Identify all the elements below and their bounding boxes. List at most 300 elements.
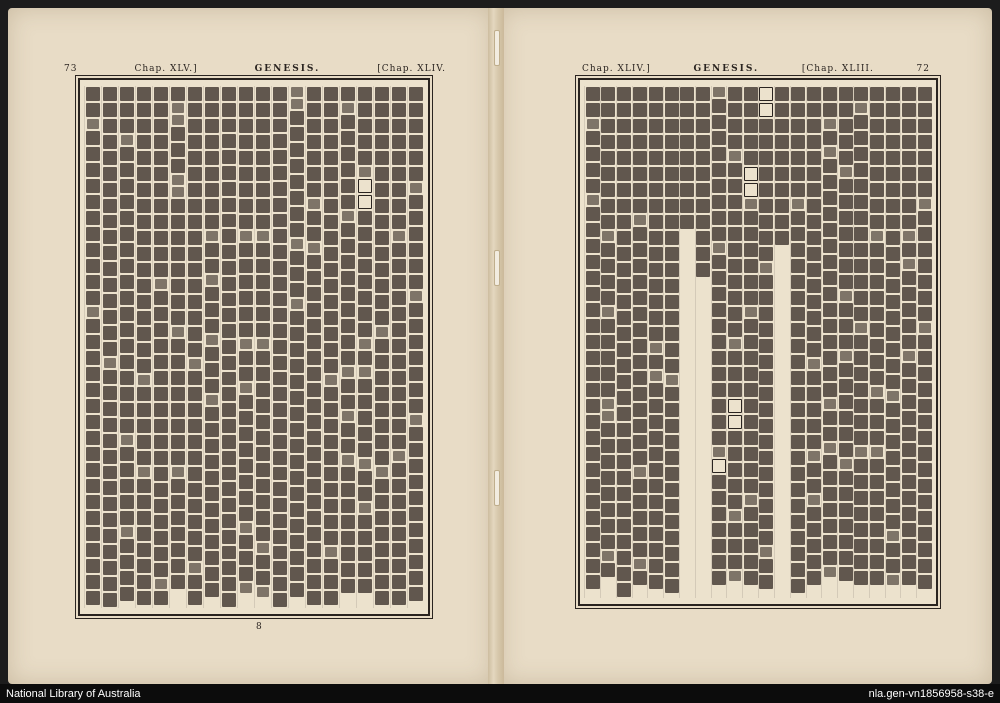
printed-character <box>617 583 631 597</box>
printed-character <box>307 151 321 165</box>
printed-character <box>291 299 303 309</box>
printed-character <box>587 195 599 205</box>
printed-character <box>854 115 868 129</box>
printed-character <box>839 151 853 165</box>
printed-character <box>257 587 269 597</box>
printed-character <box>791 483 805 497</box>
printed-character <box>601 215 615 229</box>
printed-character <box>728 307 742 321</box>
printed-character <box>324 279 338 293</box>
printed-character <box>586 543 600 557</box>
printed-character <box>137 279 151 293</box>
printed-character <box>137 479 151 493</box>
printed-character <box>256 527 270 541</box>
printed-character <box>137 215 151 229</box>
printed-character <box>696 103 710 117</box>
printed-character <box>358 87 372 101</box>
printed-character <box>918 447 932 461</box>
printed-character <box>775 199 789 213</box>
printed-character <box>760 263 772 273</box>
printed-character <box>759 247 773 261</box>
printed-character <box>712 319 726 333</box>
blank-space <box>775 535 789 549</box>
printed-character <box>103 529 117 543</box>
printed-character <box>409 275 423 289</box>
printed-character <box>791 103 805 117</box>
printed-character <box>617 279 631 293</box>
printed-character <box>120 259 134 273</box>
printed-character <box>633 387 647 401</box>
printed-character <box>324 435 338 449</box>
printed-character <box>137 451 151 465</box>
printed-character <box>137 311 151 325</box>
printed-character <box>665 403 679 417</box>
printed-character <box>324 359 338 373</box>
printed-character <box>256 431 270 445</box>
blank-space <box>775 311 789 325</box>
printed-character <box>665 199 679 213</box>
printed-character <box>137 387 151 401</box>
printed-character <box>823 191 837 205</box>
printed-character <box>239 167 253 181</box>
blank-space <box>680 343 694 357</box>
printed-character <box>86 319 100 333</box>
printed-character <box>728 103 742 117</box>
printed-character <box>918 351 932 365</box>
printed-character <box>358 547 372 561</box>
printed-character <box>188 119 202 133</box>
printed-character <box>188 183 202 197</box>
printed-character <box>172 327 184 337</box>
printed-character <box>586 383 600 397</box>
printed-character <box>824 119 836 129</box>
printed-character <box>205 503 219 517</box>
right-text-block <box>578 78 938 606</box>
printed-character <box>375 435 389 449</box>
printed-character <box>728 383 742 397</box>
printed-character <box>713 243 725 253</box>
printed-character <box>759 559 773 573</box>
printed-character <box>154 183 168 197</box>
printed-character <box>341 335 355 349</box>
printed-character <box>257 231 269 241</box>
printed-character <box>290 471 304 485</box>
printed-character <box>222 324 236 338</box>
printed-character <box>290 567 304 581</box>
printed-character <box>650 343 662 353</box>
printed-character <box>839 487 853 501</box>
blank-space <box>775 327 789 341</box>
printed-character <box>256 119 270 133</box>
printed-character <box>171 451 185 465</box>
printed-character <box>358 443 372 457</box>
printed-character <box>307 559 321 573</box>
printed-character <box>392 339 406 353</box>
printed-character <box>601 519 615 533</box>
printed-character <box>807 279 821 293</box>
printed-character <box>870 135 884 149</box>
printed-character <box>601 503 615 517</box>
printed-character <box>665 419 679 433</box>
text-column <box>390 86 407 608</box>
printed-character <box>854 555 868 569</box>
text-column <box>853 86 869 598</box>
left-chapter-label-alt: [Chap. XLIV. <box>377 64 446 74</box>
printed-character <box>206 275 218 285</box>
printed-character <box>171 479 185 493</box>
printed-character <box>137 511 151 525</box>
printed-character <box>341 531 355 545</box>
printed-character <box>103 497 117 511</box>
printed-character <box>791 355 805 369</box>
printed-character <box>759 291 773 305</box>
printed-character <box>586 179 600 193</box>
blank-space <box>775 343 789 357</box>
printed-character <box>918 259 932 273</box>
printed-character <box>120 227 134 241</box>
printed-character <box>103 103 117 117</box>
printed-character <box>886 311 900 325</box>
printed-character <box>222 150 236 164</box>
printed-character <box>257 339 269 349</box>
printed-character <box>854 259 868 273</box>
printed-character <box>870 87 884 101</box>
blank-space <box>680 295 694 309</box>
printed-character <box>307 527 321 541</box>
printed-character <box>341 271 355 285</box>
printed-character <box>307 119 321 133</box>
printed-character <box>696 87 710 101</box>
printed-character <box>617 295 631 309</box>
printed-character <box>839 519 853 533</box>
printed-character <box>409 211 423 225</box>
printed-character <box>854 523 868 537</box>
printed-character <box>886 183 900 197</box>
printed-character <box>759 307 773 321</box>
printed-character <box>649 575 663 589</box>
printed-character <box>665 87 679 101</box>
printed-character <box>392 543 406 557</box>
printed-character <box>649 511 663 525</box>
printed-character <box>712 507 726 521</box>
printed-character <box>633 403 647 417</box>
blank-space <box>680 359 694 373</box>
printed-character <box>86 147 100 161</box>
printed-character <box>256 495 270 509</box>
printed-character <box>154 451 168 465</box>
printed-character <box>120 403 134 417</box>
printed-character <box>308 243 320 253</box>
printed-character <box>188 387 202 401</box>
printed-character <box>409 259 423 273</box>
blank-space <box>696 471 710 485</box>
printed-character <box>171 339 185 353</box>
printed-character <box>744 275 758 289</box>
printed-character <box>617 567 631 581</box>
printed-character <box>633 135 647 149</box>
printed-character <box>601 243 615 257</box>
printed-character <box>807 435 821 449</box>
printed-character <box>273 229 287 243</box>
printed-character <box>86 367 100 381</box>
printed-character <box>586 223 600 237</box>
printed-character <box>154 339 168 353</box>
printed-character <box>290 535 304 549</box>
printed-character <box>601 87 615 101</box>
printed-character <box>728 87 742 101</box>
printed-character <box>807 555 821 569</box>
printed-character <box>392 307 406 321</box>
printed-character <box>171 215 185 229</box>
printed-character <box>728 539 742 553</box>
printed-character <box>775 87 789 101</box>
printed-character <box>601 455 615 469</box>
printed-character <box>120 179 134 193</box>
printed-character <box>586 447 600 461</box>
printed-character <box>902 215 916 229</box>
printed-character <box>409 87 423 101</box>
printed-character <box>649 103 663 117</box>
printed-character <box>840 291 852 301</box>
printed-character <box>744 523 758 537</box>
printed-character <box>791 547 805 561</box>
printed-character <box>807 119 821 133</box>
printed-character <box>886 559 900 573</box>
printed-character <box>256 571 270 585</box>
printed-character <box>807 371 821 385</box>
printed-character <box>120 355 134 369</box>
printed-character <box>775 151 789 165</box>
printed-character <box>171 231 185 245</box>
printed-character <box>649 247 663 261</box>
printed-character <box>239 427 253 441</box>
printed-character <box>188 279 202 293</box>
printed-character <box>601 183 615 197</box>
printed-character <box>633 527 647 541</box>
printed-character <box>188 199 202 213</box>
printed-character <box>222 340 236 354</box>
printed-character <box>902 363 916 377</box>
printed-character <box>120 87 134 101</box>
printed-character <box>617 151 631 165</box>
printed-character <box>870 539 884 553</box>
printed-character <box>290 455 304 469</box>
printed-character <box>358 579 372 593</box>
viewer-footer <box>0 684 1000 703</box>
printed-character <box>666 375 678 385</box>
printed-character <box>172 467 184 477</box>
printed-character <box>634 467 646 477</box>
printed-character <box>870 215 884 229</box>
printed-character <box>649 527 663 541</box>
item-identifier: nla.gen-vn1856958-s38-e <box>868 687 994 700</box>
printed-character <box>273 245 287 259</box>
printed-character <box>375 543 389 557</box>
printed-character <box>586 335 600 349</box>
printed-character <box>392 103 406 117</box>
left-page-number: 73 <box>64 64 78 74</box>
blank-space <box>680 471 694 485</box>
printed-character <box>154 355 168 369</box>
left-chapter-label: Chap. XLV.] <box>134 64 198 74</box>
printed-character <box>839 379 853 393</box>
printed-character <box>665 359 679 373</box>
printed-character <box>256 275 270 289</box>
printed-character <box>633 103 647 117</box>
printed-character <box>886 151 900 165</box>
text-column <box>695 86 711 598</box>
printed-character <box>696 183 710 197</box>
printed-character <box>137 419 151 433</box>
printed-character <box>341 87 355 101</box>
printed-character <box>86 163 100 177</box>
printed-character <box>307 103 321 117</box>
printed-character <box>291 87 303 97</box>
printed-character <box>601 351 615 365</box>
printed-character <box>291 239 303 249</box>
printed-character <box>839 363 853 377</box>
blank-space <box>680 551 694 565</box>
printed-character <box>103 434 117 448</box>
printed-character <box>154 403 168 417</box>
printed-character <box>918 227 932 241</box>
printed-character <box>633 151 647 165</box>
printed-character <box>273 324 287 338</box>
printed-character <box>188 515 202 529</box>
printed-character <box>154 499 168 513</box>
printed-character <box>205 199 219 213</box>
printed-character <box>854 351 868 365</box>
boxed-character <box>759 103 773 117</box>
printed-character <box>290 407 304 421</box>
printed-character <box>823 335 837 349</box>
printed-character <box>205 287 219 301</box>
printed-character <box>358 227 372 241</box>
printed-character <box>392 323 406 337</box>
printed-character <box>256 135 270 149</box>
printed-character <box>222 198 236 212</box>
printed-character <box>290 223 304 237</box>
printed-character <box>665 295 679 309</box>
blank-space <box>775 455 789 469</box>
printed-character <box>823 367 837 381</box>
printed-character <box>601 535 615 549</box>
printed-character <box>791 87 805 101</box>
printed-character <box>239 491 253 505</box>
printed-character <box>649 415 663 429</box>
printed-character <box>839 275 853 289</box>
printed-character <box>791 135 805 149</box>
blank-space <box>775 471 789 485</box>
printed-character <box>617 535 631 549</box>
printed-character <box>617 407 631 421</box>
printed-character <box>744 135 758 149</box>
printed-character <box>918 479 932 493</box>
printed-character <box>120 387 134 401</box>
printed-character <box>341 239 355 253</box>
printed-character <box>902 135 916 149</box>
printed-character <box>759 339 773 353</box>
printed-character <box>155 279 167 289</box>
printed-character <box>375 495 389 509</box>
printed-character <box>256 463 270 477</box>
printed-character <box>188 531 202 545</box>
printed-character <box>375 87 389 101</box>
printed-character <box>839 319 853 333</box>
book-gutter <box>488 8 504 684</box>
printed-character <box>791 531 805 545</box>
printed-character <box>291 99 303 109</box>
printed-character <box>823 535 837 549</box>
printed-character <box>103 386 117 400</box>
printed-character <box>120 119 134 133</box>
printed-character <box>171 495 185 509</box>
printed-character <box>137 359 151 373</box>
printed-character <box>586 303 600 317</box>
printed-character <box>154 371 168 385</box>
printed-character <box>586 367 600 381</box>
blank-space <box>680 247 694 261</box>
printed-character <box>696 151 710 165</box>
printed-character <box>375 151 389 165</box>
printed-character <box>649 327 663 341</box>
printed-character <box>324 87 338 101</box>
printed-character <box>775 167 789 181</box>
printed-character <box>290 551 304 565</box>
printed-character <box>807 231 821 245</box>
printed-character <box>791 307 805 321</box>
printed-character <box>307 575 321 589</box>
printed-character <box>154 151 168 165</box>
printed-character <box>86 259 100 273</box>
printed-character <box>409 523 423 537</box>
printed-character <box>188 247 202 261</box>
blank-space <box>775 583 789 597</box>
printed-character <box>617 327 631 341</box>
printed-character <box>171 419 185 433</box>
printed-character <box>744 555 758 569</box>
blank-space <box>680 583 694 597</box>
printed-character <box>392 151 406 165</box>
printed-character <box>188 591 202 605</box>
printed-character <box>807 387 821 401</box>
printed-character <box>307 183 321 197</box>
printed-character <box>919 323 931 333</box>
printed-character <box>633 227 647 241</box>
printed-character <box>137 591 151 605</box>
printed-character <box>807 263 821 277</box>
printed-character <box>239 243 253 257</box>
printed-character <box>649 495 663 509</box>
printed-character <box>823 159 837 173</box>
text-column <box>869 86 885 598</box>
printed-character <box>240 231 252 241</box>
printed-character <box>307 399 321 413</box>
printed-character <box>103 119 117 133</box>
printed-character <box>633 511 647 525</box>
printed-character <box>154 199 168 213</box>
printed-character <box>759 483 773 497</box>
printed-character <box>918 399 932 413</box>
printed-character <box>823 287 837 301</box>
printed-character <box>854 87 868 101</box>
blank-space <box>696 423 710 437</box>
printed-character <box>222 467 236 481</box>
printed-character <box>120 447 134 461</box>
blank-space <box>680 375 694 389</box>
printed-character <box>171 87 185 101</box>
printed-character <box>665 247 679 261</box>
